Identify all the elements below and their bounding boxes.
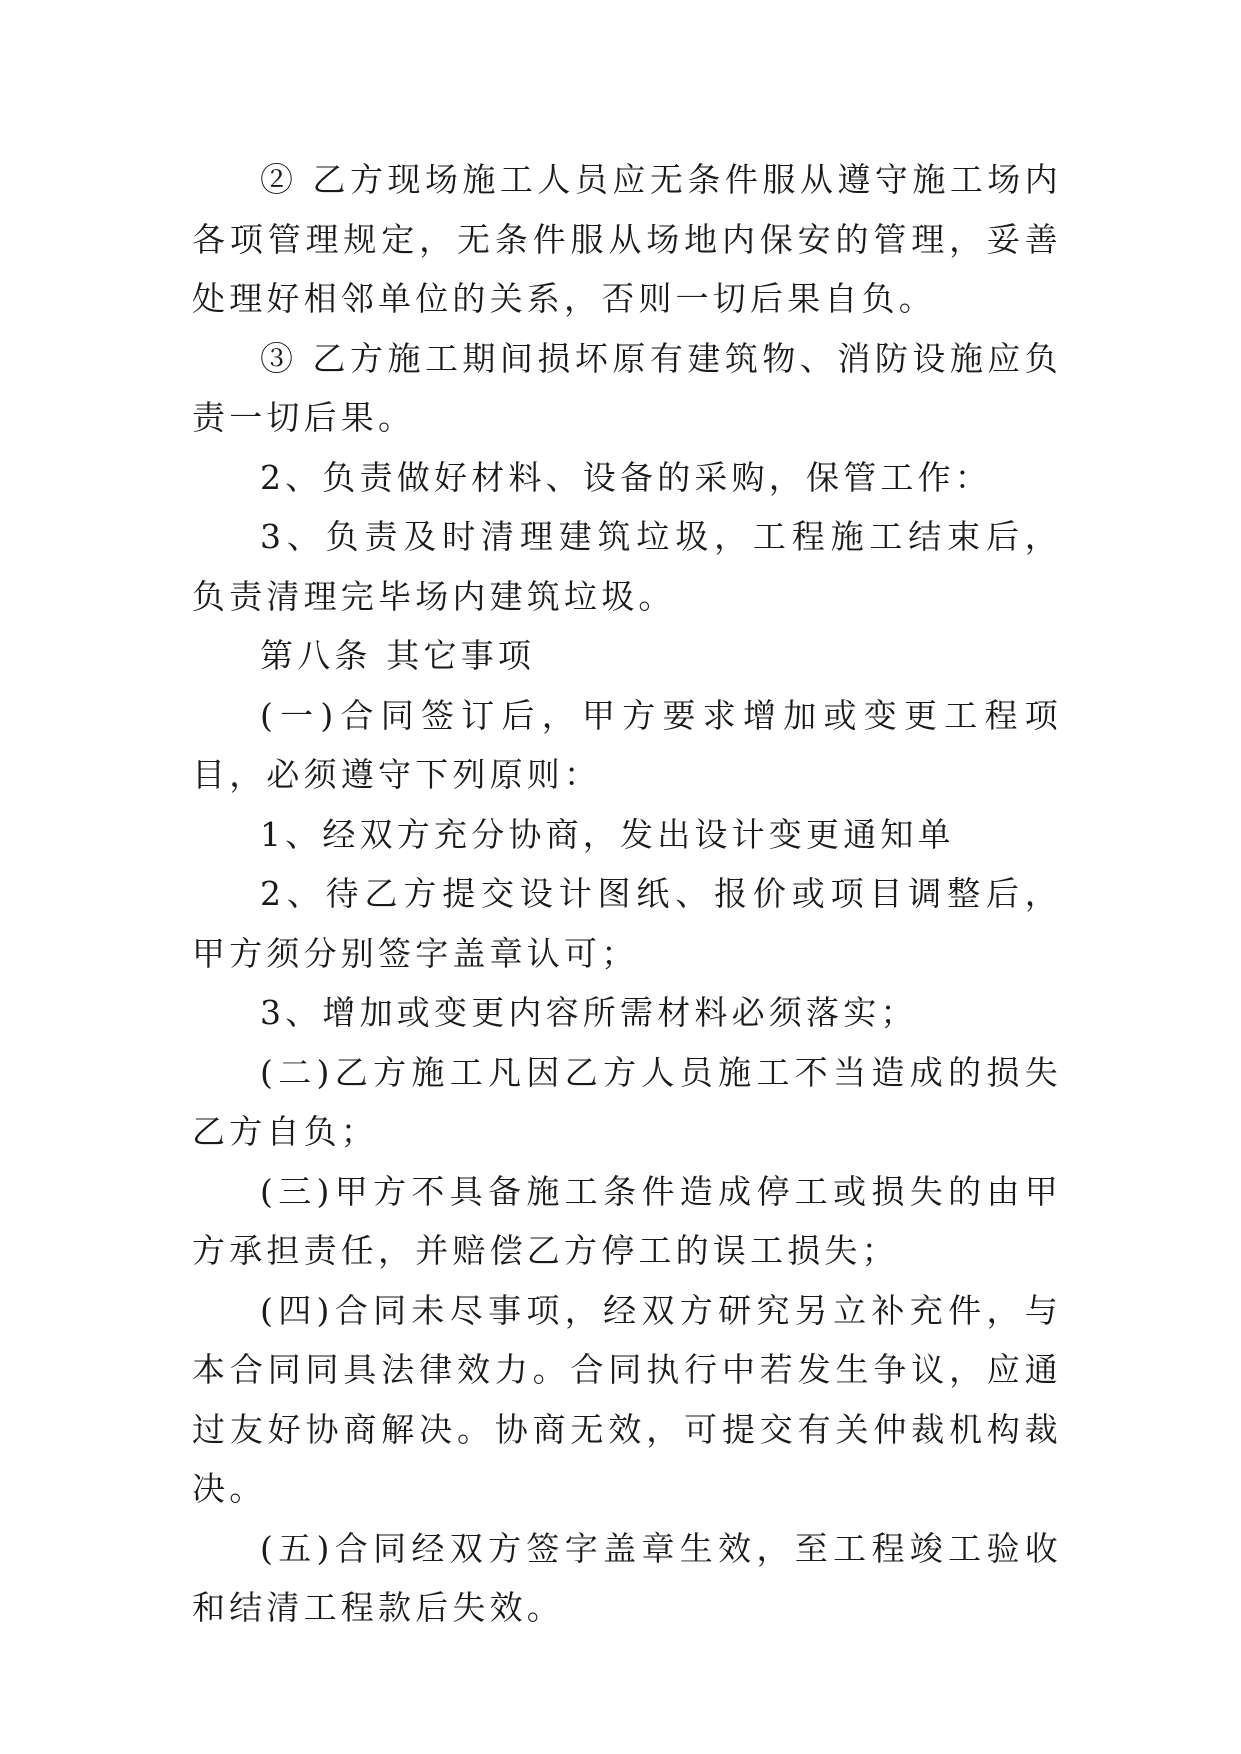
paragraph-clause-three: (三)甲方不具备施工条件造成停工或损失的由甲方承担责任，并赔偿乙方停工的误工损失； — [192, 1171, 1062, 1270]
paragraph-clause-five: (五)合同经双方签字盖章生效，至工程竣工验收和结清工程款后失效。 — [192, 1528, 1062, 1627]
paragraph-clause-two: (二)乙方施工凡因乙方人员施工不当造成的损失乙方自负； — [192, 1052, 1062, 1151]
paragraph-principle-two: 2、待乙方提交设计图纸、报价或项目调整后，甲方须分别签字盖章认可； — [192, 874, 1062, 973]
paragraph-principle-one: 1、经双方充分协商，发出设计变更通知单 — [260, 814, 955, 854]
paragraph-worker-compliance: ② 乙方现场施工人员应无条件服从遵守施工场内各项管理规定，无条件服从场地内保安的管理，妥善处理好相邻单位的关系，否则一切后果自负。 — [192, 160, 1062, 318]
paragraph-clause-four: (四)合同未尽事项，经双方研究另立补充件，与本合同同具法律效力。合同执行中若发生争议，应通过友好协商解决。协商无效，可提交有关仲裁机构裁决。 — [192, 1290, 1062, 1508]
paragraph-principle-three: 3、增加或变更内容所需材料必须落实； — [260, 993, 918, 1032]
contract-body — [192, 150, 1062, 1638]
paragraph-clause-one: (一)合同签订后，甲方要求增加或变更工程项目，必须遵守下列原则： — [192, 695, 1062, 794]
article-eight-heading: 第八条 其它事项 — [260, 636, 536, 675]
paragraph-material-procurement: 2、负责做好材料、设备的采购，保管工作： — [260, 457, 992, 497]
paragraph-damage-liability: ③ 乙方施工期间损坏原有建筑物、消防设施应负责一切后果。 — [192, 338, 1062, 437]
paragraph-waste-cleanup: 3、负责及时清理建筑垃圾，工程施工结束后，负责清理完毕场内建筑垃圾。 — [192, 517, 1062, 616]
